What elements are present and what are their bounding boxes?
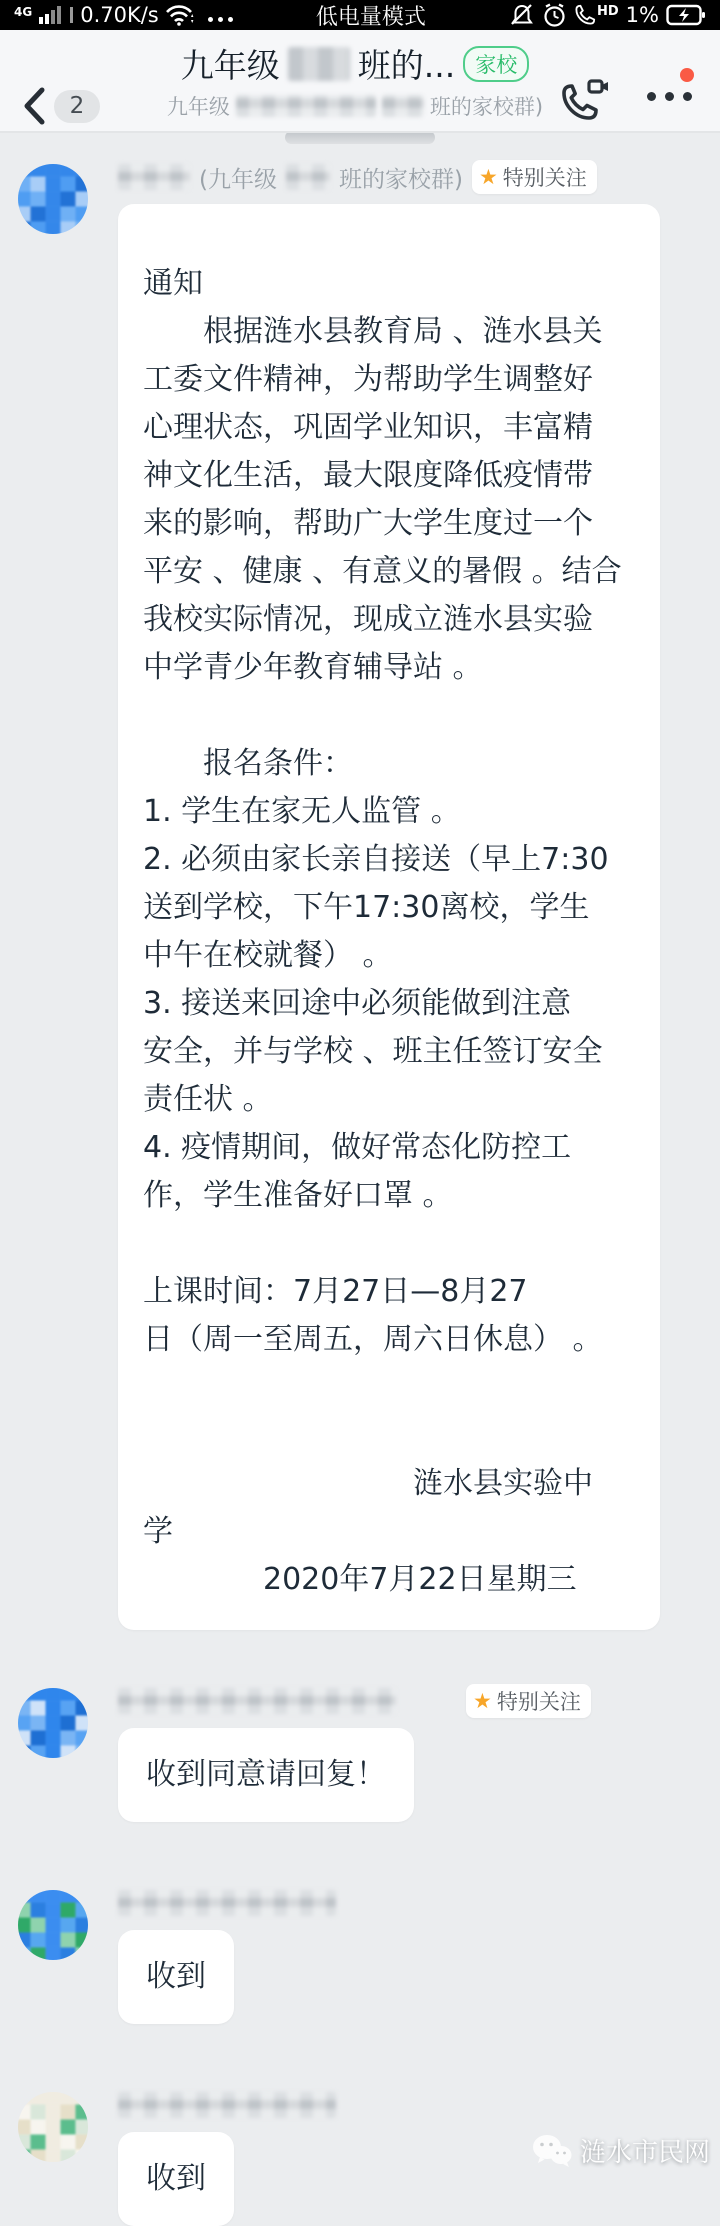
wechat-icon <box>532 2134 572 2168</box>
battery-percent-label: 1% <box>625 3 659 27</box>
overflow-dots-icon <box>203 3 233 27</box>
back-chevron-icon <box>22 86 46 126</box>
network-speed: 0.70K/s <box>80 3 159 27</box>
sender-name-row <box>118 1888 720 1918</box>
message-text: 收到 <box>146 2161 206 2196</box>
avatar[interactable] <box>18 164 88 234</box>
message-bubble[interactable] <box>118 2132 234 2226</box>
message-row-1 <box>0 160 720 1630</box>
redacted-subtitle-2 <box>382 95 424 117</box>
redacted-class-number <box>288 47 350 81</box>
message-bubble[interactable] <box>118 204 660 1630</box>
message-text: 通知 根据涟水县教育局 、涟水县关 工委文件精神，为帮助学生调整好 心理状态，巩固学业知识，丰富精 神文化生活，最大限度降低疫情带 来的影响，帮助广大学生度过一个 平安 、健康 、有意义的暑假 。结合 我校实际情况，现成立涟水县实验 中学青少年教育辅导站 。 报名条件： 1. 学生在家无人监管 。 2. 必须由家长亲自接送（早上7:30 送到学校，下午17:30离校，学生 中午在校就餐） 。 3. 接送来回途中必须能做到注意 安全，并与学校 、班主任签订安全 责任状 。 4. 疫情期间，做好常态化防控工 作，学生准备好口罩 。 上课时间：7月27日—8月27 日（周一至周五，周六日休息） 。 涟水县实验中 学 2020年7月22日星期三 <box>143 266 622 1597</box>
redacted-sender-name <box>118 1890 336 1916</box>
avatar[interactable] <box>18 2092 88 2162</box>
video-call-icon <box>558 78 610 124</box>
sender-name-row <box>118 162 720 192</box>
message-bubble[interactable] <box>118 1930 234 2024</box>
wifi-icon <box>166 3 196 27</box>
sender-name-row <box>118 2090 720 2120</box>
message-text: 收到 <box>146 1959 206 1994</box>
status-right <box>509 3 706 28</box>
group-subtitle-prefix: 九年级 <box>166 95 230 119</box>
message-row-2 <box>0 1684 720 1822</box>
phone-hd-icon: HD <box>574 4 619 26</box>
special-follow-badge: ★ 特别关注 <box>472 160 597 194</box>
group-title-prefix: 九年级 <box>180 46 280 85</box>
special-follow-badge: ★ 特别关注 <box>466 1684 591 1718</box>
notification-dot <box>680 68 694 82</box>
group-title-block[interactable] <box>120 40 590 121</box>
status-left <box>14 3 233 27</box>
more-menu-button[interactable] <box>647 92 692 101</box>
message-text: 收到同意请回复！ <box>146 1757 386 1792</box>
redacted-sender-name <box>118 1688 396 1714</box>
star-icon: ★ <box>473 1688 492 1713</box>
home-school-tag: 家校 <box>463 46 529 82</box>
redacted-sender-name <box>118 164 190 190</box>
signal-bars-icon <box>39 5 63 25</box>
group-subtitle-suffix: 班的家校群) <box>429 95 544 119</box>
avatar[interactable] <box>18 1890 88 1960</box>
mute-bell-icon <box>509 3 535 27</box>
star-icon: ★ <box>478 164 498 189</box>
message-row-3 <box>0 1886 720 2024</box>
power-mode-label: 低电量模式 <box>315 4 426 30</box>
sender-name-text: (九年级 <box>199 166 277 193</box>
unread-count-badge: 2 <box>54 90 100 123</box>
sender-name-row <box>118 1686 720 1716</box>
video-call-button[interactable] <box>558 78 610 124</box>
alarm-clock-icon <box>542 3 567 28</box>
sender-name-text: 班的家校群) <box>338 166 463 193</box>
redacted-sender-name <box>118 2092 336 2118</box>
network-type-label: 4G <box>14 5 33 19</box>
watermark-label: 涟水市民网 <box>579 2138 710 2168</box>
site-watermark <box>532 2132 710 2169</box>
redacted-subtitle-1 <box>236 95 376 117</box>
avatar[interactable] <box>18 1688 88 1758</box>
chat-header <box>0 30 720 133</box>
chat-message-list <box>0 135 720 2226</box>
battery-charging-icon <box>666 4 706 26</box>
status-bar <box>0 0 720 30</box>
sim-separator <box>70 7 73 23</box>
group-title-suffix: 班的... <box>357 46 456 85</box>
message-bubble[interactable] <box>118 1728 414 1822</box>
back-button[interactable] <box>22 86 100 126</box>
redacted-class-number <box>286 164 330 190</box>
